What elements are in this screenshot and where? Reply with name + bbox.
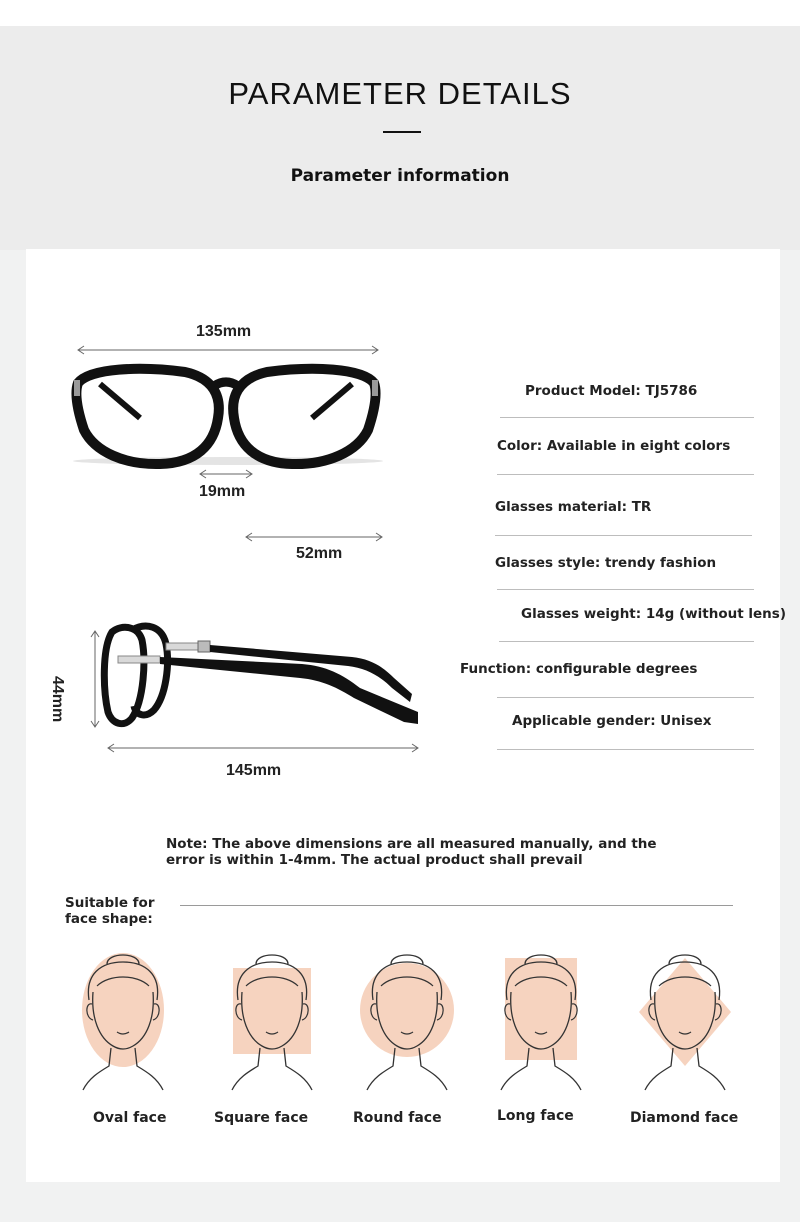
temple-length-label: 145mm xyxy=(226,762,282,779)
measurement-note: Note: The above dimensions are all measured manually, and the error is within 1-4mm. The actual product shall prevail xyxy=(166,836,657,868)
spec-weight: Glasses weight: 14g (without lens) xyxy=(521,606,786,622)
face-label-square: Square face xyxy=(214,1110,309,1126)
face-label-round: Round face xyxy=(353,1110,442,1126)
oval-face-illustration xyxy=(82,953,164,1090)
diamond-face-illustration xyxy=(639,955,731,1090)
lens-height-label: 44mm xyxy=(49,676,66,723)
square-face-illustration xyxy=(232,955,312,1090)
spec-function: Function: configurable degrees xyxy=(460,661,698,677)
bridge-label: 19mm xyxy=(199,483,246,500)
lens-width-label: 52mm xyxy=(296,545,343,562)
round-face-illustration xyxy=(360,955,454,1090)
spec-style: Glasses style: trendy fashion xyxy=(495,555,717,571)
page-title: PARAMETER DETAILS xyxy=(228,76,572,111)
spec-gender: Applicable gender: Unisex xyxy=(512,713,712,729)
section-subtitle: Parameter information xyxy=(290,166,510,186)
face-label-long: Long face xyxy=(497,1108,574,1124)
face-section-title: Suitable for face shape: xyxy=(65,895,155,927)
spec-product-model: Product Model: TJ5786 xyxy=(525,383,698,399)
long-face-illustration xyxy=(501,955,581,1090)
face-label-diamond: Diamond face xyxy=(630,1110,739,1126)
total-width-label: 135mm xyxy=(196,323,252,340)
spec-color: Color: Available in eight colors xyxy=(497,438,731,454)
spec-material: Glasses material: TR xyxy=(495,499,652,515)
face-label-oval: Oval face xyxy=(93,1110,167,1126)
